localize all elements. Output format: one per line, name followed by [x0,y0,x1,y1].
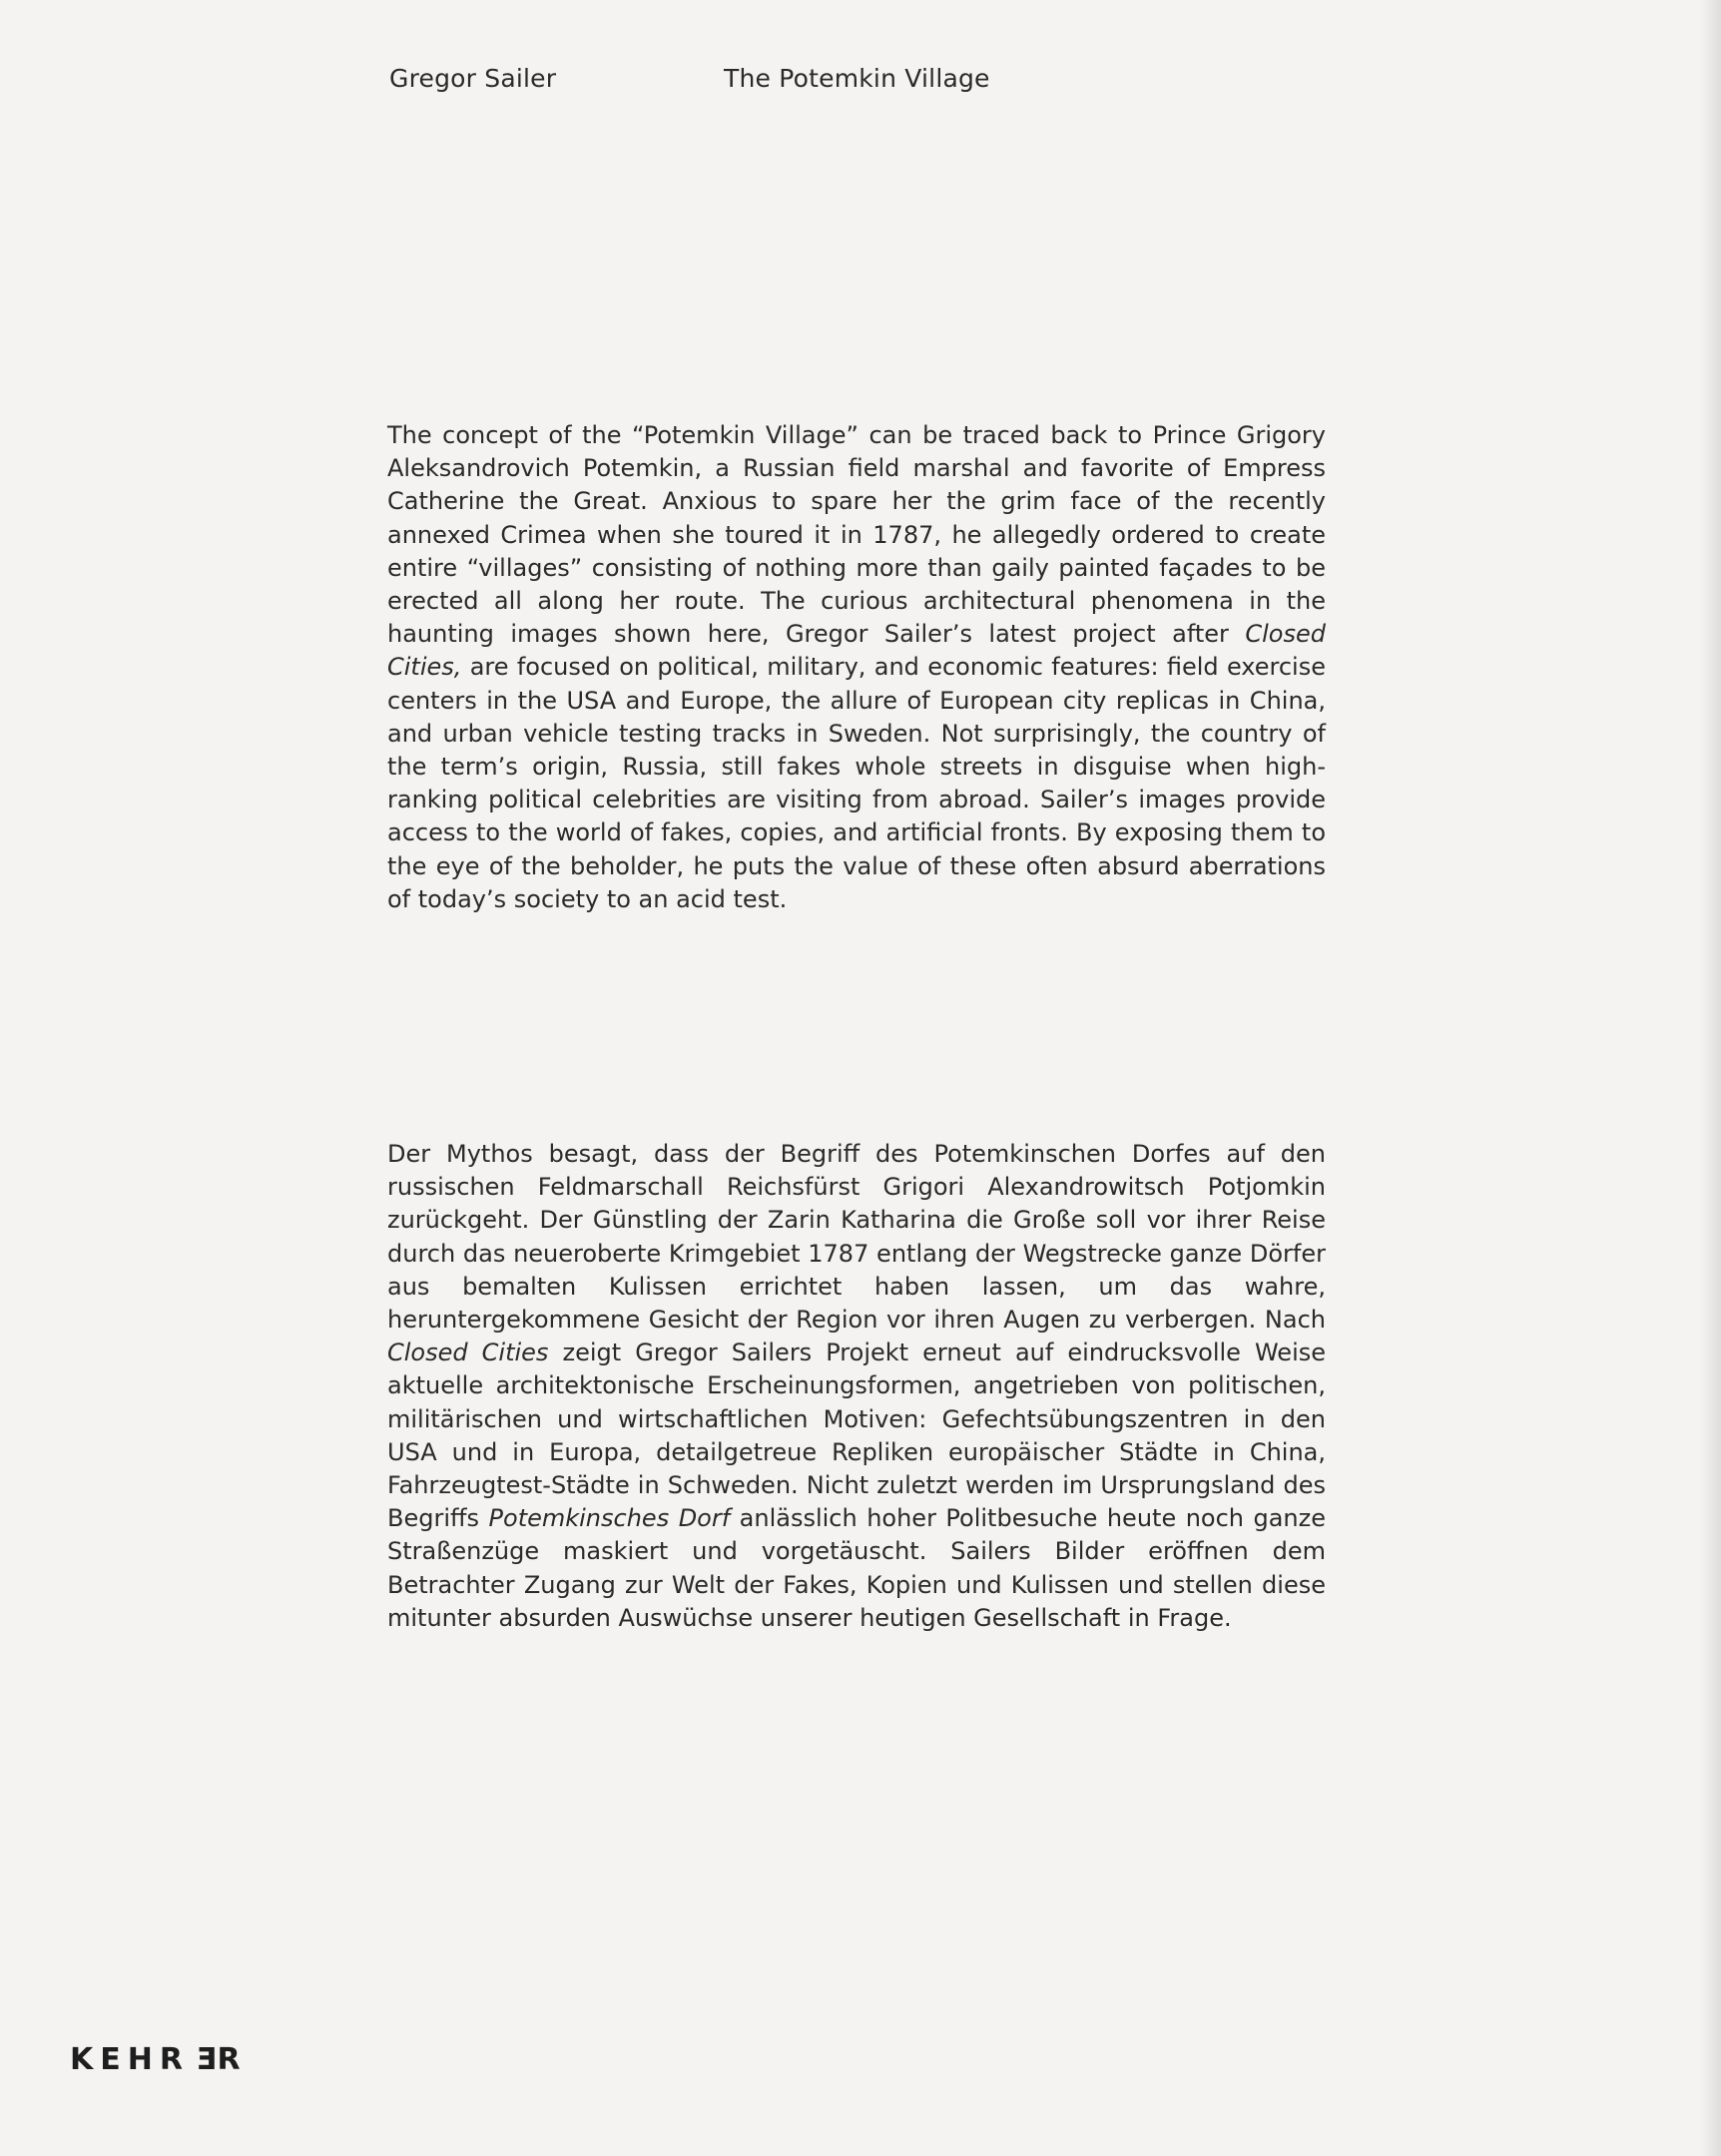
german-italic-term: Potemkinsches Dorf [488,1504,731,1533]
german-text-part: anlässlich hoher Politbesuche heute noch ganze Straßenzüge maskiert und vorgetäuscht. Sailers Bilder eröffnen dem Betrachter Zugang zur Welt der Fakes, Kopien und Kulissen und stellen diese mitunter absurden Auswüchse unserer heutigen Gesellschaft in Frage. [387,1504,1326,1632]
german-italic-title: Closed Cities [387,1339,549,1367]
english-paragraph [387,419,1326,916]
german-paragraph [387,1138,1326,1635]
german-text-part: Der Mythos besagt, dass der Begriff des Potemkinschen Dorfes auf den russischen Feldmarschall Reichsfürst Grigori Alexandrowitsch Potjomkin zurückgeht. Der Günstling der Zarin Katharina die Große soll vor ihrer Reise durch das neueroberte Krimgebiet 1787 entlang der Wegstrecke ganze Dörfer aus bemalten Kulissen errichtet haben lassen, um das wahre, heruntergekommene Gesicht der Region vor ihren Augen zu verbergen. Nach [387,1140,1326,1335]
english-italic-title: Closed Cities, [387,620,1326,682]
english-text-part: are focused on political, military, and economic features: field exercise centers in the USA and Europe, the allure of European city replicas in China, and urban vehicle testing tracks in Sweden. Not surprisingly, the country of the term’s origin, Russia, still fakes whole streets in disguise when high-ranking political celebrities are visiting from abroad. Sailer’s images provide access to the world of fakes, copies, and artificial fronts. By exposing them to the eye of the beholder, he puts the value of these often absurd aberrations of today’s society to an acid test. [387,653,1326,913]
english-text-part: The concept of the “Potemkin Village” can be traced back to Prince Grigory Aleksandrovich Potemkin, a Russian field marshal and favorite of Empress Catherine the Great. Anxious to spare her the grim face of the recently annexed Crimea when she toured it in 1787, he allegedly ordered to create entire “villages” consisting of nothing more than gaily painted façades to be erected all along her route. The curious architectural phenomena in the haunting images shown here, Gregor Sailer’s latest project after [387,421,1326,649]
book-title: The Potemkin Village [724,64,990,93]
page-edge [1701,0,1721,2156]
german-text-part: zeigt Gregor Sailers Projekt erneut auf eindrucksvolle Weise aktuelle architektonische Erscheinungsformen, angetrieben von politischen, militärischen und wirtschaftlichen Motiven: Gefechtsübungszentren in den USA und in Europa, detailgetreue Repliken europäischer Städte in China, Fahrzeugtest-Städte in Schweden. Nicht zuletzt werden im Ursprungsland des Begriffs [387,1339,1327,1533]
author-name: Gregor Sailer [389,64,557,93]
publisher-logo: KEHRER [70,2042,248,2077]
